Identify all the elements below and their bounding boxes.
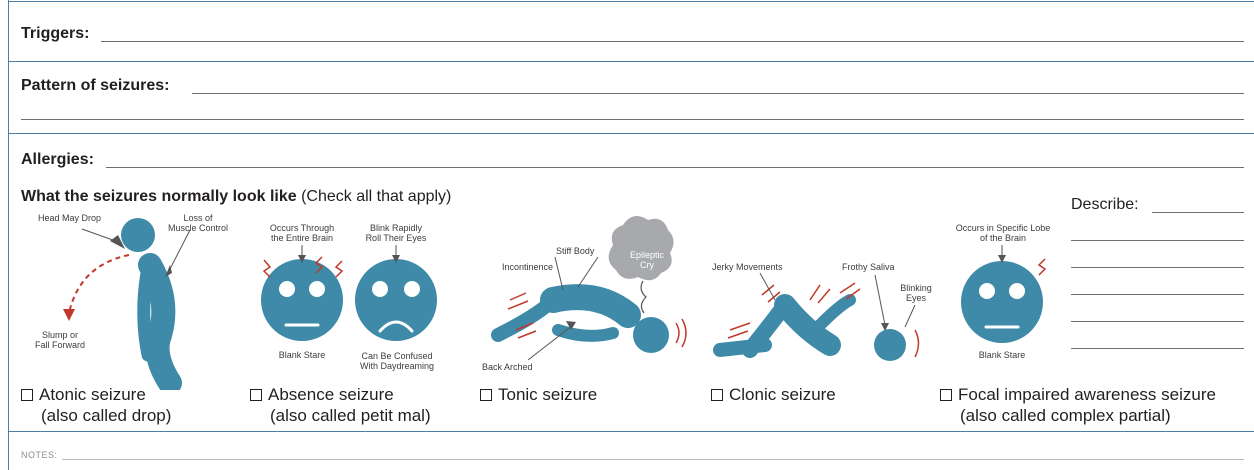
pattern-label: Pattern of seizures: (21, 77, 170, 94)
rule-after-pattern (8, 133, 1254, 134)
triggers-label: Triggers: (21, 25, 90, 42)
rule-top (8, 1, 1254, 2)
clonic-cap-blinking: Blinking Eyes (900, 283, 932, 303)
atonic-cap-loss: Loss of Muscle Control (168, 213, 229, 233)
tonic-cap-cry: Epileptic Cry (629, 250, 665, 270)
describe-line-5[interactable] (1071, 321, 1244, 322)
absence-cap-occurs: Occurs Through the Entire Brain (269, 223, 335, 243)
clonic-checkbox-square[interactable] (711, 389, 723, 401)
atonic-cap-head: Head May Drop (38, 213, 102, 223)
rule-before-notes (8, 431, 1254, 432)
describe-line-2[interactable] (1071, 240, 1244, 241)
pattern-line-1[interactable] (192, 93, 1244, 94)
clonic-cap-frothy: Frothy Saliva (842, 262, 895, 272)
allergies-line[interactable] (106, 167, 1244, 168)
notes-label: NOTES: (21, 450, 58, 460)
allergies-label: Allergies: (21, 151, 94, 168)
tonic-cap-back: Back Arched (482, 362, 533, 372)
tonic-cap-incontinence: Incontinence (502, 262, 554, 272)
checkbox-clonic[interactable]: Clonic seizure (711, 384, 836, 405)
absence-checkbox-square[interactable] (250, 389, 262, 401)
checkbox-atonic[interactable]: Atonic seizure (also called drop) (21, 384, 171, 426)
tonic-figure-illustration (478, 205, 708, 385)
tonic-checkbox-square[interactable] (480, 389, 492, 401)
atonic-checkbox-square[interactable] (21, 389, 33, 401)
atonic-cap-slump: Slump or Fall Forward (35, 330, 86, 350)
tonic-cap-stiff: Stiff Body (556, 246, 595, 256)
absence-cap-blink: Blink Rapidly Roll Their Eyes (365, 223, 427, 243)
clonic-cap-jerky: Jerky Movements (712, 262, 783, 272)
absence-cap-confused: Can Be Confused With Daydreaming (359, 351, 435, 371)
pattern-line-2[interactable] (21, 119, 1244, 120)
triggers-line[interactable] (101, 41, 1244, 42)
rule-after-triggers (8, 61, 1254, 62)
seizure-look-title: What the seizures normally look like (Check all that apply) (21, 188, 452, 205)
focal-cap-stare: Blank Stare (978, 350, 1026, 360)
describe-label: Describe: (1071, 196, 1139, 213)
notes-line[interactable] (62, 459, 1244, 460)
checkbox-focal[interactable]: Focal impaired awareness seizure (also called complex partial) (940, 384, 1216, 426)
absence-cap-stare: Blank Stare (278, 350, 326, 360)
checkbox-absence[interactable]: Absence seizure (also called petit mal) (250, 384, 431, 426)
describe-line-6[interactable] (1071, 348, 1244, 349)
focal-cap-occurs: Occurs in Specific Lobe of the Brain (955, 223, 1051, 243)
describe-line-1[interactable] (1152, 212, 1244, 213)
describe-line-4[interactable] (1071, 294, 1244, 295)
checkbox-tonic[interactable]: Tonic seizure (480, 384, 597, 405)
focal-checkbox-square[interactable] (940, 389, 952, 401)
describe-line-3[interactable] (1071, 267, 1244, 268)
